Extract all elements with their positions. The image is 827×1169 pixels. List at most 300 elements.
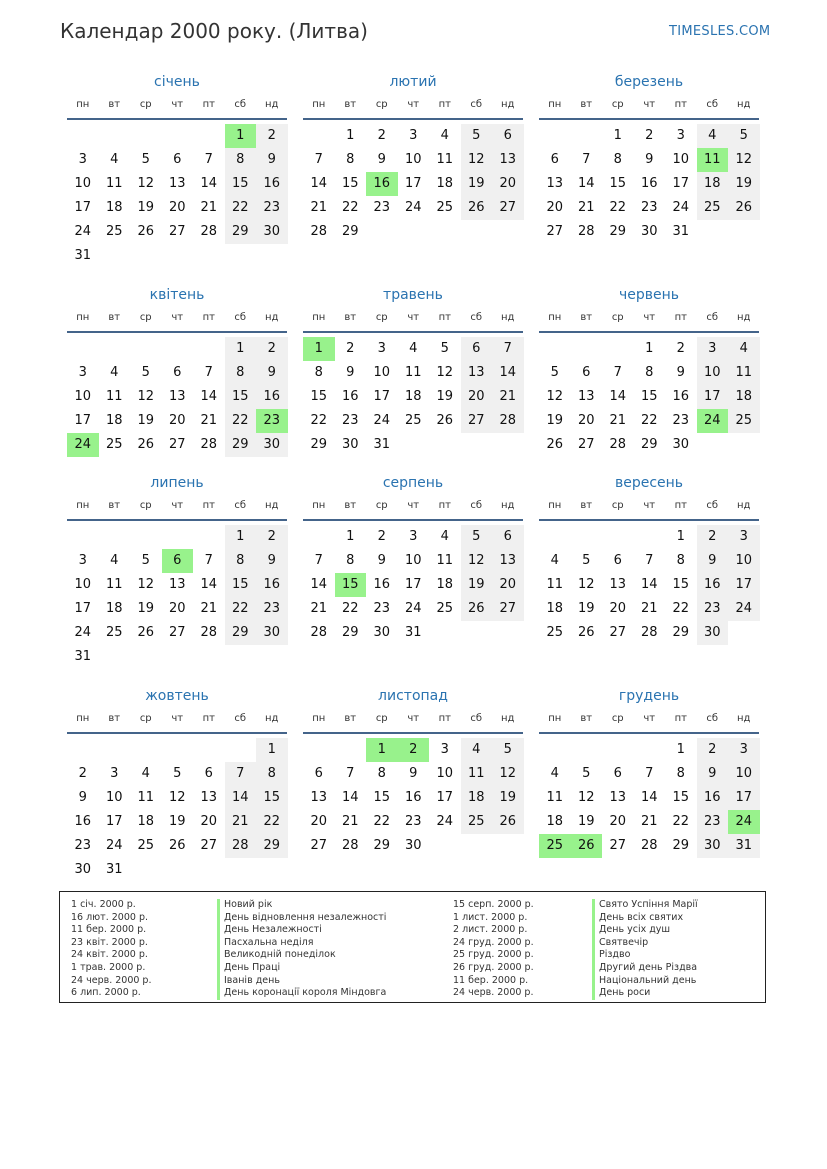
day-cell: 22: [672, 814, 690, 829]
day-cell: 26: [137, 224, 155, 239]
day-cell: 14: [640, 577, 658, 592]
day-cell: 28: [200, 625, 218, 640]
weekday-label: пн: [548, 312, 562, 323]
day-cell: 23: [373, 200, 391, 215]
day-cell: 23: [341, 413, 359, 428]
day-cell: 9: [377, 553, 386, 568]
day-cell: 16: [404, 790, 422, 805]
weekday-label: чт: [643, 99, 656, 110]
month-divider: [539, 732, 759, 734]
day-cell: 9: [78, 790, 87, 805]
day-cell: 23: [672, 413, 690, 428]
weekday-label: нд: [265, 713, 279, 724]
weekday-label: сб: [234, 312, 247, 323]
legend-date: 25 груд. 2000 р.: [453, 949, 534, 961]
day-cell: 21: [200, 413, 218, 428]
weekday-label: пн: [76, 713, 90, 724]
day-cell: 13: [168, 577, 186, 592]
day-cell: 7: [582, 152, 591, 167]
day-cell: 28: [640, 625, 658, 640]
day-cell: 7: [613, 365, 622, 380]
weekday-label: вт: [580, 713, 593, 724]
day-cell: 2: [645, 128, 654, 143]
day-cell: 9: [256, 549, 288, 573]
day-cell: 25: [539, 834, 571, 858]
day-cell: 15: [225, 385, 257, 409]
month-divider: [539, 519, 759, 521]
day-cell: 11: [436, 152, 454, 167]
day-cell: 9: [645, 152, 654, 167]
day-cell: 15: [341, 176, 359, 191]
day-cell: 3: [440, 742, 449, 757]
day-cell: 24: [404, 601, 422, 616]
day-cell: 1: [225, 525, 257, 549]
day-cell: 24: [105, 838, 123, 853]
day-cell: 19: [137, 200, 155, 215]
day-cell: 29: [310, 437, 328, 452]
day-cell: 26: [461, 597, 493, 621]
day-cell: 17: [697, 385, 729, 409]
day-cell: 4: [728, 337, 760, 361]
day-cell: 11: [404, 365, 422, 380]
weekday-header: [303, 713, 523, 727]
weekday-label: нд: [737, 713, 751, 724]
day-cell: 12: [461, 549, 493, 573]
day-cell: 17: [436, 790, 454, 805]
weekday-label: чт: [643, 713, 656, 724]
day-cell: 27: [609, 625, 627, 640]
day-cell: 2: [697, 525, 729, 549]
weekday-label: пт: [438, 500, 451, 511]
day-cell: 8: [225, 549, 257, 573]
day-cell: 5: [173, 766, 182, 781]
legend-date: 24 квіт. 2000 р.: [71, 949, 148, 961]
day-cell: 10: [697, 361, 729, 385]
day-cell: 25: [436, 200, 454, 215]
day-cell: 4: [141, 766, 150, 781]
day-cell: 20: [168, 601, 186, 616]
day-cell: 11: [546, 790, 564, 805]
month-divider: [539, 118, 759, 120]
day-cell: 5: [492, 738, 524, 762]
weekday-label: пн: [76, 500, 90, 511]
weekday-header: [539, 99, 759, 113]
day-cell: 5: [141, 365, 150, 380]
day-cell: 24: [728, 597, 760, 621]
day-cell: 21: [200, 200, 218, 215]
day-cell: 12: [492, 762, 524, 786]
weekday-header: [303, 312, 523, 326]
day-cell: 26: [168, 838, 186, 853]
weekday-label: ср: [611, 713, 624, 724]
day-cell: 17: [74, 200, 92, 215]
day-cell: 4: [440, 128, 449, 143]
day-cell: 3: [110, 766, 119, 781]
day-cell: 31: [74, 649, 92, 664]
day-cell: 29: [225, 621, 257, 645]
day-cell: 15: [310, 389, 328, 404]
day-cell: 30: [640, 224, 658, 239]
weekday-label: нд: [265, 500, 279, 511]
day-cell: 8: [225, 361, 257, 385]
day-cell: 2: [256, 124, 288, 148]
legend-holiday-name: День роси: [592, 987, 698, 1000]
day-cell: 27: [609, 838, 627, 853]
day-cell: 12: [137, 176, 155, 191]
legend-date: 6 лип. 2000 р.: [71, 987, 141, 999]
weekday-label: пт: [202, 312, 215, 323]
day-cell: 28: [341, 838, 359, 853]
day-cell: 12: [461, 148, 493, 172]
month-divider: [303, 331, 523, 333]
day-cell: 29: [256, 834, 288, 858]
weekday-label: сб: [706, 99, 719, 110]
month-divider: [539, 331, 759, 333]
day-cell: 19: [577, 601, 595, 616]
day-cell: 6: [492, 525, 524, 549]
weekday-label: пн: [312, 500, 326, 511]
day-cell: 7: [645, 766, 654, 781]
day-cell: 27: [461, 409, 493, 433]
day-cell: 8: [676, 553, 685, 568]
month-name: листопад: [378, 688, 448, 704]
weekday-header: [303, 99, 523, 113]
day-cell: 27: [492, 597, 524, 621]
weekday-header: [67, 99, 287, 113]
day-cell: 26: [137, 437, 155, 452]
day-cell: 3: [377, 341, 386, 356]
day-cell: 18: [105, 200, 123, 215]
day-cell: 1: [256, 738, 288, 762]
day-cell: 14: [310, 176, 328, 191]
day-cell: 19: [436, 389, 454, 404]
day-cell: 26: [571, 834, 603, 858]
day-cell: 28: [577, 224, 595, 239]
day-cell: 29: [225, 433, 257, 457]
day-cell: 5: [461, 525, 493, 549]
weekday-label: пт: [202, 99, 215, 110]
weekday-label: нд: [737, 500, 751, 511]
day-cell: 17: [404, 176, 422, 191]
day-cell: 1: [676, 742, 685, 757]
day-cell: 10: [436, 766, 454, 781]
day-cell: 23: [74, 838, 92, 853]
day-cell: 16: [366, 172, 398, 196]
month-name: грудень: [618, 688, 680, 704]
day-cell: 7: [645, 553, 654, 568]
weekday-label: пн: [76, 312, 90, 323]
day-cell: 1: [645, 341, 654, 356]
day-cell: 7: [346, 766, 355, 781]
day-cell: 1: [613, 128, 622, 143]
day-cell: 2: [697, 738, 729, 762]
day-cell: 28: [310, 625, 328, 640]
day-cell: 11: [546, 577, 564, 592]
day-cell: 8: [314, 365, 323, 380]
legend-date: 1 трав. 2000 р.: [71, 961, 146, 973]
day-cell: 10: [74, 577, 92, 592]
day-cell: 23: [256, 196, 288, 220]
day-cell: 10: [404, 553, 422, 568]
day-cell: 17: [74, 601, 92, 616]
day-cell: 14: [640, 790, 658, 805]
month-name: січень: [154, 74, 200, 90]
day-cell: 13: [168, 176, 186, 191]
day-cell: 21: [310, 601, 328, 616]
weekday-label: чт: [171, 500, 184, 511]
weekday-label: пн: [548, 500, 562, 511]
day-cell: 11: [105, 176, 123, 191]
day-cell: 10: [672, 152, 690, 167]
day-cell: 22: [672, 601, 690, 616]
day-cell: 18: [105, 413, 123, 428]
day-cell: 31: [373, 437, 391, 452]
day-cell: 19: [492, 786, 524, 810]
day-cell: 10: [373, 365, 391, 380]
legend-holiday-name: Національний день: [592, 975, 698, 988]
day-cell: 8: [256, 762, 288, 786]
day-cell: 16: [256, 573, 288, 597]
day-cell: 31: [404, 625, 422, 640]
day-cell: 13: [461, 361, 493, 385]
month-name: квітень: [149, 287, 205, 303]
day-cell: 16: [697, 786, 729, 810]
legend-holiday-name: День усіх душ: [592, 924, 698, 937]
day-cell: 24: [74, 625, 92, 640]
legend-holiday-name: День всіх святих: [592, 912, 698, 925]
day-cell: 21: [225, 810, 257, 834]
day-cell: 3: [409, 128, 418, 143]
day-cell: 25: [105, 625, 123, 640]
day-cell: 1: [676, 529, 685, 544]
weekday-label: чт: [407, 713, 420, 724]
weekday-label: нд: [737, 99, 751, 110]
day-cell: 27: [200, 838, 218, 853]
weekday-label: вт: [580, 312, 593, 323]
weekday-label: ср: [611, 99, 624, 110]
legend-date: 1 лист. 2000 р.: [453, 911, 528, 923]
month-name: серпень: [382, 475, 444, 491]
day-cell: 20: [310, 814, 328, 829]
day-cell: 13: [577, 389, 595, 404]
day-cell: 19: [728, 172, 760, 196]
day-cell: 5: [141, 553, 150, 568]
day-cell: 21: [341, 814, 359, 829]
day-cell: 29: [225, 220, 257, 244]
day-cell: 8: [346, 553, 355, 568]
day-cell: 1: [303, 337, 335, 361]
weekday-label: ср: [139, 312, 152, 323]
day-cell: 3: [409, 529, 418, 544]
day-cell: 4: [110, 365, 119, 380]
day-cell: 14: [310, 577, 328, 592]
day-cell: 3: [676, 128, 685, 143]
legend-date: 2 лист. 2000 р.: [453, 924, 528, 936]
day-cell: 14: [225, 786, 257, 810]
day-cell: 27: [168, 625, 186, 640]
day-cell: 2: [78, 766, 87, 781]
weekday-label: пт: [438, 99, 451, 110]
day-cell: 12: [436, 365, 454, 380]
day-cell: 13: [200, 790, 218, 805]
day-cell: 10: [728, 549, 760, 573]
day-cell: 11: [697, 148, 729, 172]
site-link[interactable]: TIMESLES.COM: [669, 24, 771, 39]
day-cell: 17: [373, 389, 391, 404]
day-cell: 22: [310, 413, 328, 428]
weekday-label: пт: [674, 312, 687, 323]
day-cell: 25: [546, 625, 564, 640]
legend-date: 1 січ. 2000 р.: [71, 899, 136, 910]
day-cell: 7: [204, 365, 213, 380]
day-cell: 23: [256, 597, 288, 621]
day-cell: 20: [492, 172, 524, 196]
day-cell: 27: [168, 224, 186, 239]
day-cell: 13: [492, 148, 524, 172]
weekday-label: вт: [344, 500, 357, 511]
day-cell: 30: [341, 437, 359, 452]
day-cell: 24: [404, 200, 422, 215]
day-cell: 16: [74, 814, 92, 829]
day-cell: 2: [256, 337, 288, 361]
day-cell: 7: [314, 553, 323, 568]
day-cell: 6: [314, 766, 323, 781]
day-cell: 8: [676, 766, 685, 781]
day-cell: 18: [137, 814, 155, 829]
month-divider: [67, 732, 287, 734]
day-cell: 19: [577, 814, 595, 829]
legend-date: 24 черв. 2000 р.: [71, 974, 152, 986]
weekday-label: нд: [501, 312, 515, 323]
weekday-label: чт: [407, 500, 420, 511]
legend-holiday-name: День Праці: [217, 962, 386, 975]
weekday-label: пн: [76, 99, 90, 110]
day-cell: 5: [461, 124, 493, 148]
day-cell: 24: [697, 409, 729, 433]
day-cell: 28: [492, 409, 524, 433]
day-cell: 19: [546, 413, 564, 428]
day-cell: 8: [613, 152, 622, 167]
day-cell: 14: [341, 790, 359, 805]
day-cell: 30: [697, 834, 729, 858]
day-cell: 25: [728, 409, 760, 433]
month-name: вересень: [614, 475, 684, 491]
weekday-label: ср: [139, 713, 152, 724]
day-cell: 9: [377, 152, 386, 167]
day-cell: 28: [200, 224, 218, 239]
day-cell: 19: [461, 573, 493, 597]
day-cell: 10: [728, 762, 760, 786]
weekday-label: сб: [706, 713, 719, 724]
weekday-label: сб: [470, 500, 483, 511]
day-cell: 15: [335, 573, 367, 597]
day-cell: 7: [225, 762, 257, 786]
weekday-label: чт: [407, 99, 420, 110]
weekday-label: сб: [470, 99, 483, 110]
month-divider: [303, 118, 523, 120]
weekday-header: [539, 713, 759, 727]
day-cell: 22: [640, 413, 658, 428]
day-cell: 30: [404, 838, 422, 853]
day-cell: 12: [137, 577, 155, 592]
day-cell: 6: [613, 766, 622, 781]
day-cell: 12: [168, 790, 186, 805]
weekday-label: сб: [234, 99, 247, 110]
day-cell: 21: [310, 200, 328, 215]
day-cell: 10: [74, 389, 92, 404]
month-divider: [303, 732, 523, 734]
day-cell: 6: [162, 549, 194, 573]
day-cell: 5: [440, 341, 449, 356]
month-name: червень: [618, 287, 680, 303]
day-cell: 17: [105, 814, 123, 829]
weekday-label: чт: [171, 713, 184, 724]
day-cell: 17: [672, 176, 690, 191]
weekday-label: пн: [312, 312, 326, 323]
weekday-label: чт: [643, 500, 656, 511]
legend-date: 11 бер. 2000 р.: [453, 974, 529, 986]
legend-date: 24 черв. 2000 р.: [453, 987, 534, 999]
day-cell: 14: [200, 577, 218, 592]
day-cell: 15: [640, 389, 658, 404]
weekday-label: нд: [501, 713, 515, 724]
day-cell: 4: [110, 553, 119, 568]
weekday-label: вт: [344, 312, 357, 323]
month-name: липень: [150, 475, 204, 491]
day-cell: 25: [105, 437, 123, 452]
weekday-label: ср: [375, 312, 388, 323]
day-cell: 22: [373, 814, 391, 829]
weekday-label: вт: [580, 500, 593, 511]
day-cell: 30: [697, 621, 729, 645]
day-cell: 23: [697, 597, 729, 621]
day-cell: 15: [373, 790, 391, 805]
day-cell: 7: [492, 337, 524, 361]
day-cell: 14: [577, 176, 595, 191]
day-cell: 30: [256, 220, 288, 244]
weekday-label: ср: [375, 713, 388, 724]
day-cell: 4: [461, 738, 493, 762]
day-cell: 22: [225, 196, 257, 220]
weekday-label: сб: [470, 713, 483, 724]
day-cell: 11: [137, 790, 155, 805]
day-cell: 23: [256, 409, 288, 433]
day-cell: 16: [256, 172, 288, 196]
day-cell: 12: [137, 389, 155, 404]
day-cell: 18: [697, 172, 729, 196]
day-cell: 4: [697, 124, 729, 148]
weekday-label: пт: [674, 99, 687, 110]
day-cell: 21: [609, 413, 627, 428]
month-name: лютий: [389, 74, 437, 90]
legend-holiday-name: Святвечір: [592, 937, 698, 950]
day-cell: 24: [728, 810, 760, 834]
weekday-label: чт: [171, 312, 184, 323]
day-cell: 21: [640, 601, 658, 616]
day-cell: 3: [697, 337, 729, 361]
day-cell: 19: [137, 413, 155, 428]
day-cell: 9: [256, 148, 288, 172]
day-cell: 24: [67, 433, 99, 457]
day-cell: 24: [74, 224, 92, 239]
weekday-header: [539, 312, 759, 326]
weekday-label: пн: [548, 713, 562, 724]
day-cell: 6: [173, 152, 182, 167]
day-cell: 6: [582, 365, 591, 380]
weekday-label: пт: [674, 500, 687, 511]
day-cell: 30: [256, 433, 288, 457]
day-cell: 28: [310, 224, 328, 239]
